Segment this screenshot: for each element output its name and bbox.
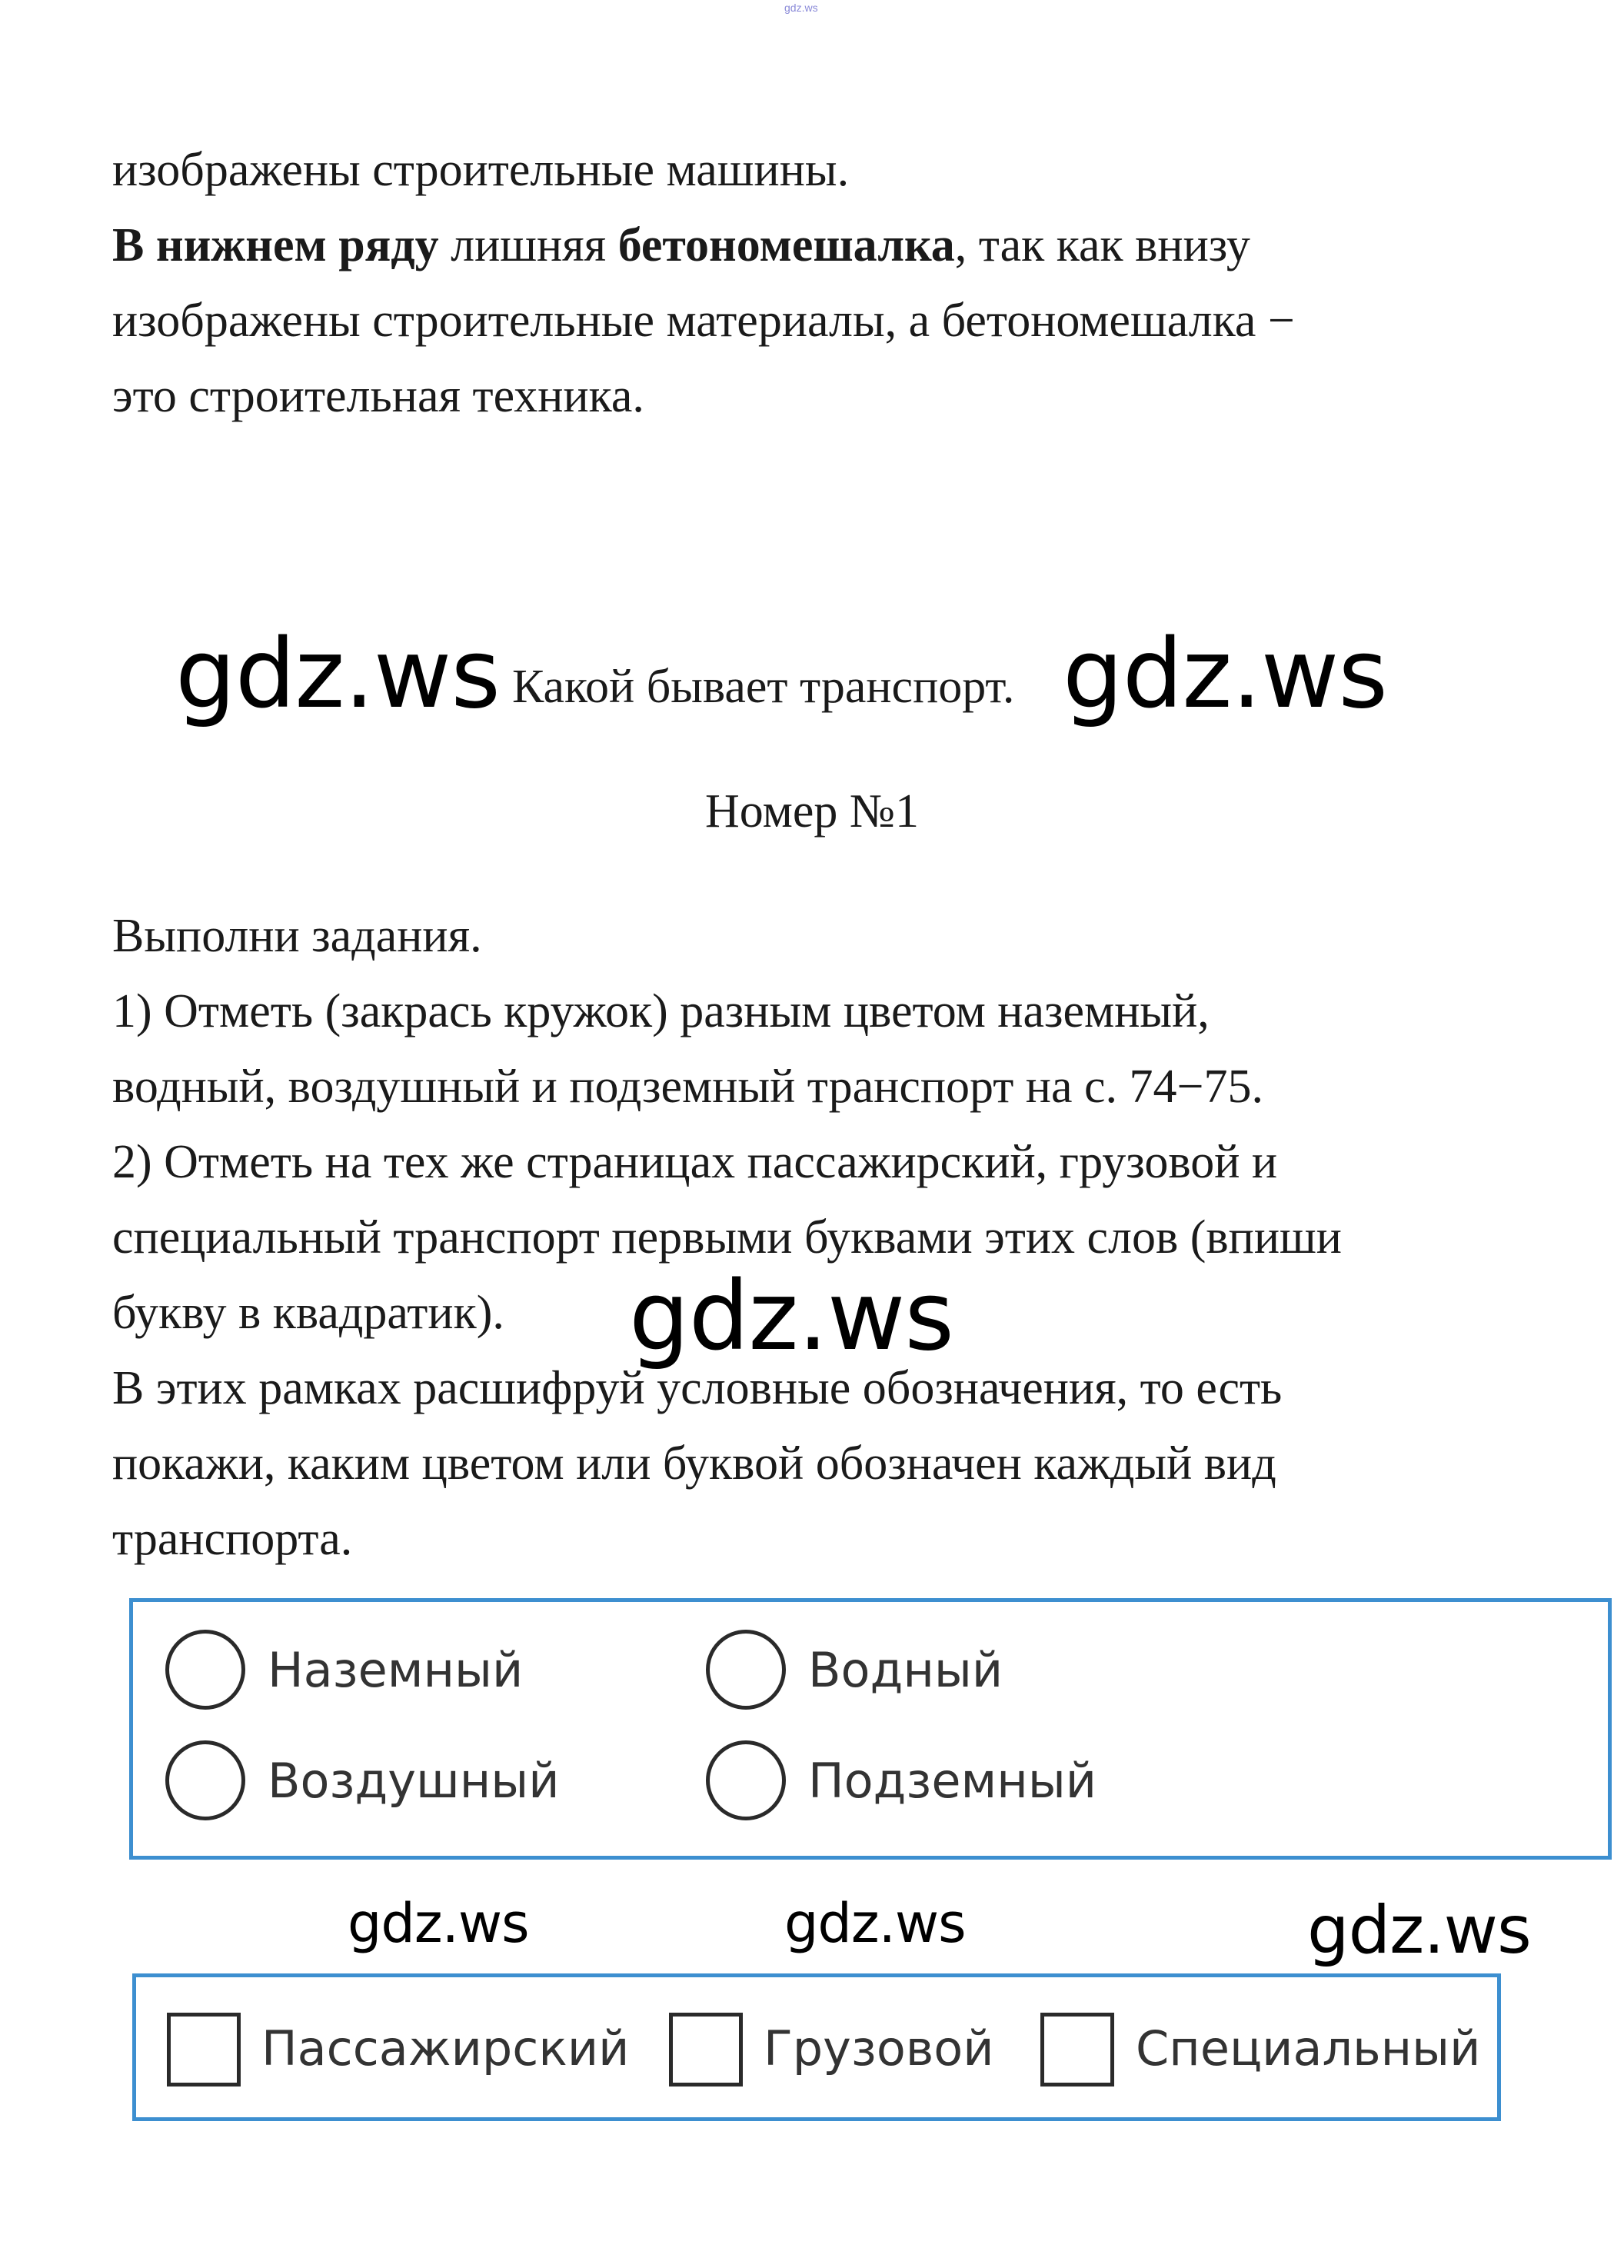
ground-label: Наземный: [268, 1642, 524, 1698]
task-line-7: В этих рамках расшифруй условные обозначения, то есть: [112, 1362, 1283, 1414]
task-line-3: водный, воздушный и подземный транспорт на с. 74−75.: [112, 1061, 1263, 1113]
cargo-label: Грузовой: [764, 2020, 994, 2077]
task-line-2: 1) Отметь (закрась кружок) разным цветом наземный,: [112, 985, 1210, 1037]
section-title: Какой бывает транспорт.: [512, 661, 1015, 713]
task-line-1: Выполни задания.: [112, 910, 482, 962]
watermark-left: gdz.ws: [175, 619, 500, 730]
intro-line-1: изображены строительные машины.: [112, 144, 850, 196]
task-line-8: покажи, каким цветом или буквой обозначен каждый вид: [112, 1437, 1276, 1490]
task-line-6: букву в квадратик).: [112, 1287, 504, 1339]
intro-line-2: [112, 208, 1250, 283]
intro-text-b: , так как внизу: [954, 219, 1250, 271]
legend-squares-frame: [132, 1973, 1501, 2121]
watermark-row-1: gdz.ws: [348, 1892, 529, 1955]
water-circle[interactable]: [706, 1630, 786, 1710]
intro-bold-concrete-mixer: бетономешалка: [617, 219, 955, 271]
ground-circle[interactable]: [165, 1630, 245, 1710]
cargo-square[interactable]: [669, 2013, 743, 2086]
intro-line-4: это строительная техника.: [112, 370, 644, 422]
task-number: Номер №1: [704, 785, 919, 838]
underground-label: Подземный: [808, 1753, 1097, 1809]
intro-line-3: изображены строительные материалы, а бетономешалка −: [112, 295, 1295, 347]
special-square[interactable]: [1040, 2013, 1114, 2086]
top-watermark: gdz.ws: [784, 2, 818, 14]
passenger-label: Пассажирский: [261, 2020, 630, 2077]
task-line-5: специальный транспорт первыми буквами этих слов (впиши: [112, 1211, 1342, 1264]
air-circle[interactable]: [165, 1740, 245, 1820]
watermark-right: gdz.ws: [1063, 619, 1387, 730]
task-line-9: транспорта.: [112, 1513, 353, 1565]
underground-circle[interactable]: [706, 1740, 786, 1820]
legend-circles-frame: [129, 1598, 1612, 1860]
passenger-square[interactable]: [167, 2013, 241, 2086]
air-label: Воздушный: [268, 1753, 560, 1809]
intro-text-a: лишняя: [438, 219, 618, 271]
special-label: Специальный: [1136, 2020, 1481, 2077]
watermark-middle: gdz.ws: [629, 1261, 953, 1372]
watermark-row-2: gdz.ws: [784, 1892, 966, 1955]
watermark-row-3: gdz.ws: [1307, 1892, 1531, 1969]
task-line-4: 2) Отметь на тех же страницах пассажирский, грузовой и: [112, 1136, 1278, 1188]
intro-bold-bottom-row: В нижнем ряду: [112, 219, 439, 271]
water-label: Водный: [808, 1642, 1003, 1698]
